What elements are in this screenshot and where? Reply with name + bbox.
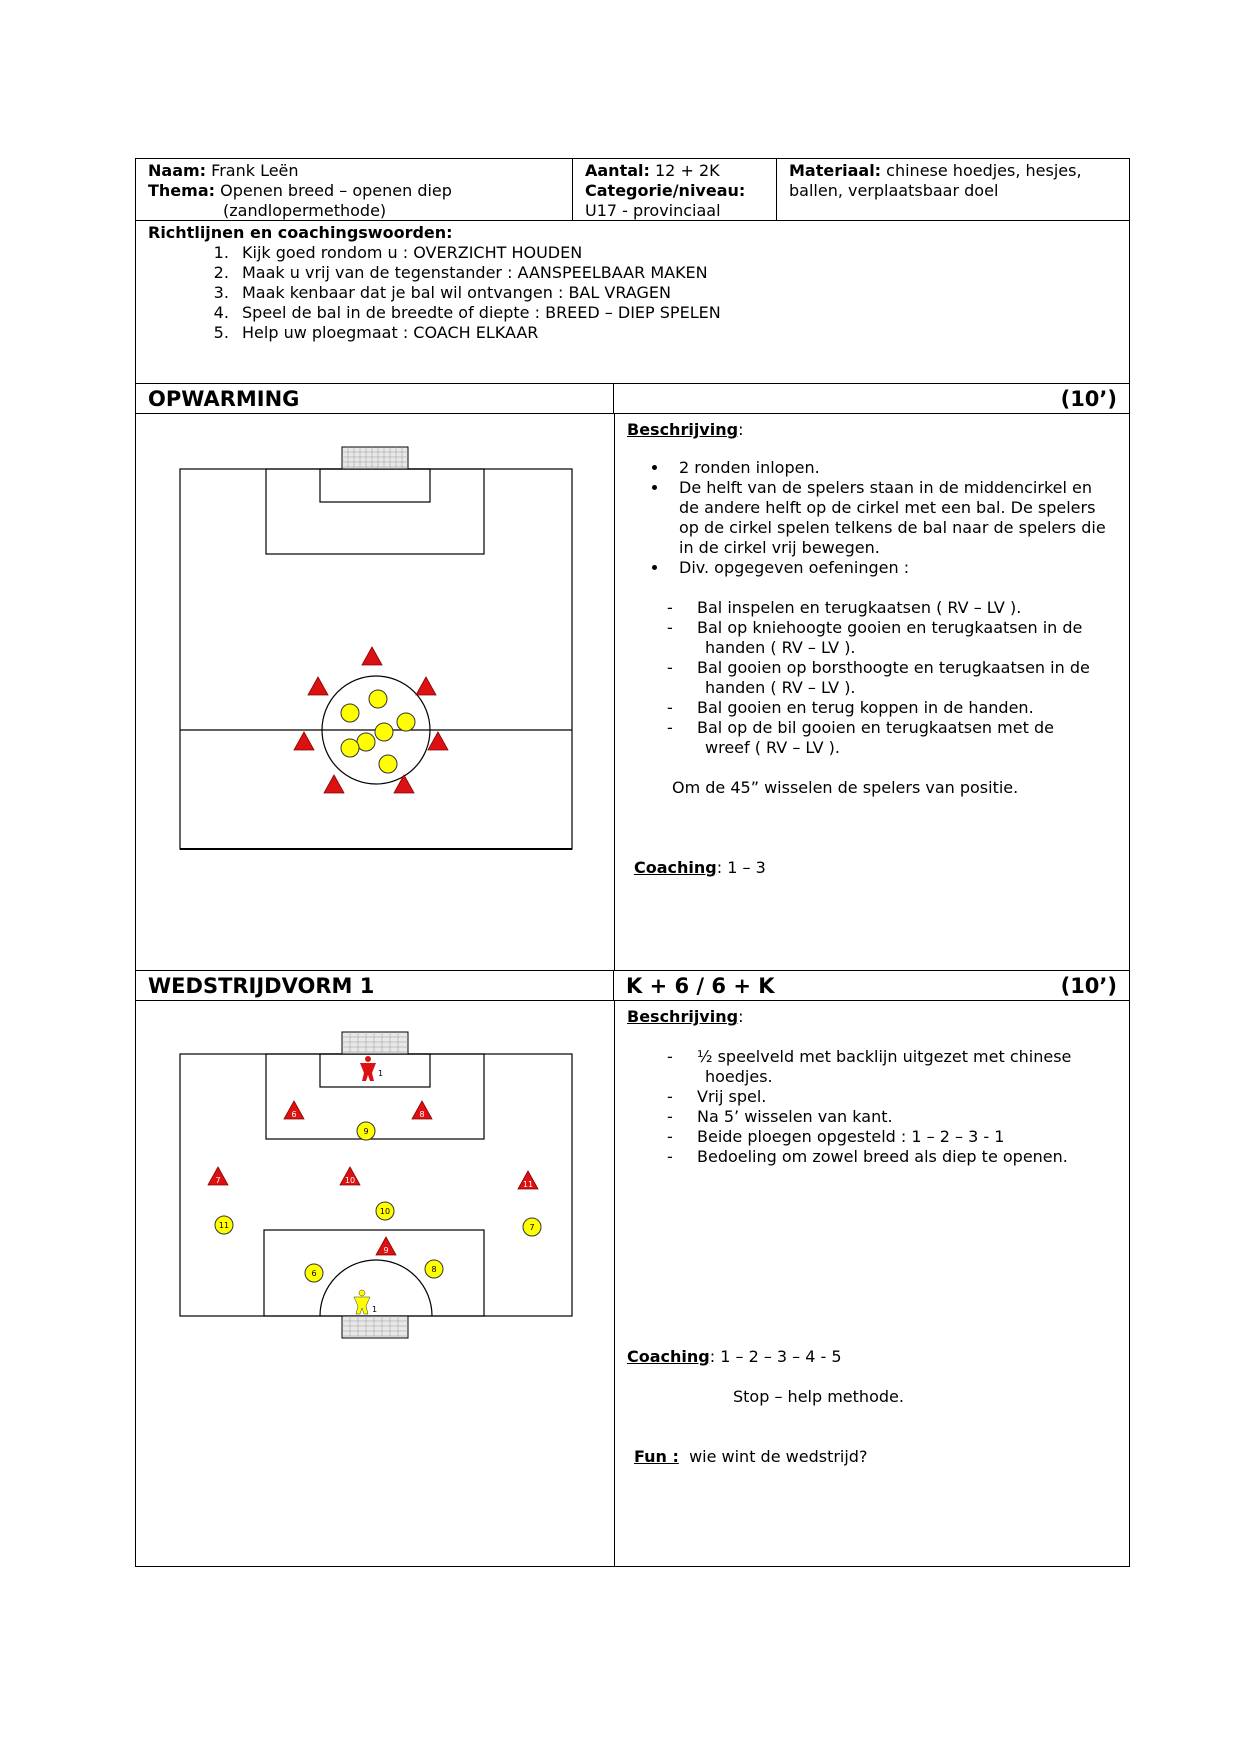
aantal-cell xyxy=(573,159,777,220)
warmup-diagram-cell xyxy=(136,414,615,970)
categorie-label: Categorie/niveau: xyxy=(585,181,746,200)
goal-net-icon xyxy=(342,1316,408,1338)
game1-description: Beschrijving: - ½ speelveld met backlijn uitgezet met chinese hoedjes. - Vrij spel. - Na 5’ wisselen van kant. - Beide ploegen opgesteld : 1 – 2 – 3 - 1 - Bedoeling om zowel breed als diep te openen. Coaching: 1 – 2 – 3 – 4 - 5 Stop – help methode. Fun : wie wint de wedstrijd? xyxy=(615,1001,1129,1566)
game1-item: - Na 5’ wisselen van kant. xyxy=(667,1107,1117,1127)
exercise-item: - Bal op de bil gooien en terugkaatsen met de wreef ( RV – LV ). xyxy=(667,718,1117,758)
player-yellow-icon xyxy=(379,755,397,773)
player-number: 6 xyxy=(291,1110,297,1119)
game1-fun xyxy=(627,1447,1117,1467)
bullet-item: • Div. opgegeven oefeningen : xyxy=(669,558,1117,578)
exercise-item: - Bal op kniehoogte gooien en terugkaatsen in de handen ( RV – LV ). xyxy=(667,618,1117,658)
player-number: 10 xyxy=(344,1176,356,1185)
game1-coaching-value: : 1 – 2 – 3 – 4 - 5 xyxy=(709,1347,842,1366)
game1-desc-label: Beschrijving xyxy=(627,1007,739,1026)
player-number: 11 xyxy=(218,1221,230,1230)
player-yellow-icon xyxy=(397,713,415,731)
cone-red-icon xyxy=(308,677,328,695)
guideline-item: 3. Maak kenbaar dat je bal wil ontvangen : BAL VRAGEN xyxy=(234,283,1117,303)
player-number: 7 xyxy=(529,1223,535,1232)
game1-method: Stop – help methode. xyxy=(733,1387,904,1406)
player-yellow-icon xyxy=(357,733,375,751)
player-number: 6 xyxy=(311,1269,317,1278)
game1-pitch-diagram xyxy=(136,1001,614,1566)
thema-label: Thema: xyxy=(148,181,216,200)
player-number: 9 xyxy=(383,1246,389,1255)
exercise-item: - Bal inspelen en terugkaatsen ( RV – LV ). xyxy=(667,598,1117,618)
guidelines-row xyxy=(136,221,1129,384)
warmup-coaching xyxy=(627,858,1117,878)
goal-net-icon xyxy=(342,1032,408,1054)
bullet-item: • 2 ronden inlopen. xyxy=(669,458,1117,478)
game1-item: - ½ speelveld met backlijn uitgezet met chinese hoedjes. xyxy=(667,1047,1117,1087)
materiaal-value: chinese hoedjes, hesjes, xyxy=(886,161,1082,180)
game1-item: - Vrij spel. xyxy=(667,1087,1117,1107)
guidelines-cell xyxy=(136,221,1129,383)
warmup-header-row xyxy=(136,384,1129,414)
player-number: 10 xyxy=(379,1207,391,1216)
keeper-yellow-icon xyxy=(354,1290,377,1314)
keeper-number: 1 xyxy=(378,1069,384,1078)
guideline-item: 4. Speel de bal in de breedte of diepte : BREED – DIEP SPELEN xyxy=(234,303,1117,323)
pitch-outline xyxy=(180,1054,572,1316)
guideline-item: 5. Help uw ploegmaat : COACH ELKAAR xyxy=(234,323,1117,343)
game1-format: K + 6 / 6 + K xyxy=(626,974,775,998)
player-number: 8 xyxy=(431,1265,437,1274)
guidelines-list xyxy=(148,243,1117,343)
cone-red-icon xyxy=(324,775,344,793)
goal-net-icon xyxy=(342,447,408,469)
game1-content-row xyxy=(136,1001,1129,1566)
game1-title: WEDSTRIJDVORM 1 xyxy=(136,971,614,1000)
keeper-red-icon xyxy=(360,1056,383,1081)
cone-red-icon xyxy=(362,647,382,665)
naam-value: Frank Leën xyxy=(211,161,299,180)
cone-red-icon xyxy=(428,732,448,750)
player-yellow-icon xyxy=(341,739,359,757)
game1-coaching xyxy=(627,1347,1117,1367)
guidelines-title: Richtlijnen en coachingswoorden: xyxy=(148,223,453,242)
penalty-box-top xyxy=(266,1054,484,1139)
guideline-item: 2. Maak u vrij van de tegenstander : AANSPEELBAAR MAKEN xyxy=(234,263,1117,283)
header-row xyxy=(136,159,1129,221)
categorie-value: U17 - provinciaal xyxy=(585,201,721,220)
game1-coaching-label: Coaching xyxy=(627,1347,710,1366)
penalty-box-bottom xyxy=(264,1230,484,1316)
materiaal-label: Materiaal: xyxy=(789,161,882,180)
player-yellow-icon xyxy=(375,723,393,741)
warmup-title: OPWARMING xyxy=(136,384,614,413)
materiaal-cell xyxy=(777,159,1129,220)
naam-label: Naam: xyxy=(148,161,207,180)
warmup-coaching-label: Coaching xyxy=(634,858,717,877)
goal-box xyxy=(320,469,430,502)
player-number: 7 xyxy=(215,1176,221,1185)
warmup-note: Om de 45” wisselen de spelers van positie. xyxy=(672,778,1019,797)
player-yellow-icon xyxy=(341,704,359,722)
player-number: 8 xyxy=(419,1110,425,1119)
exercise-item: - Bal gooien op borsthoogte en terugkaatsen in de handen ( RV – LV ). xyxy=(667,658,1117,698)
thema-value-2: (zandlopermethode) xyxy=(223,201,387,220)
thema-value: Openen breed – openen diep xyxy=(220,181,452,200)
game1-format-cell xyxy=(614,971,1129,1000)
game1-item: - Beide ploegen opgesteld : 1 – 2 – 3 - 1 xyxy=(667,1127,1117,1147)
cone-red-icon xyxy=(416,677,436,695)
game1-item: - Bedoeling om zowel breed als diep te openen. xyxy=(667,1147,1117,1167)
game1-diagram-cell xyxy=(136,1001,615,1566)
game1-header-row xyxy=(136,971,1129,1001)
bullet-item: • De helft van de spelers staan in de middencirkel en de andere helft op de cirkel met een bal. De spelers op de cirkel spelen telkens de bal naar de spelers die in de cirkel vrij bewegen. xyxy=(669,478,1117,558)
warmup-desc-label: Beschrijving xyxy=(627,420,739,439)
aantal-label: Aantal: xyxy=(585,161,650,180)
warmup-duration: (10’) xyxy=(1060,387,1117,411)
goal-box-top xyxy=(320,1054,430,1087)
game1-fun-label: Fun : xyxy=(634,1447,679,1466)
player-yellow-icon xyxy=(369,690,387,708)
warmup-content-row xyxy=(136,414,1129,971)
warmup-pitch-diagram xyxy=(136,414,614,971)
session-sheet xyxy=(135,158,1130,1567)
aantal-value: 12 + 2K xyxy=(655,161,720,180)
exercise-item: - Bal gooien en terug koppen in de handen. xyxy=(667,698,1117,718)
cone-red-icon xyxy=(394,775,414,793)
game1-items xyxy=(627,1047,1117,1167)
player-number: 11 xyxy=(522,1180,534,1189)
materiaal-value-2: ballen, verplaatsbaar doel xyxy=(789,181,999,200)
player-number: 9 xyxy=(363,1127,369,1136)
warmup-bullets xyxy=(627,458,1117,578)
warmup-duration-cell xyxy=(614,384,1129,413)
cone-red-icon xyxy=(294,732,314,750)
warmup-coaching-value: : 1 – 3 xyxy=(716,858,766,877)
guideline-item: 1. Kijk goed rondom u : OVERZICHT HOUDEN xyxy=(234,243,1117,263)
game1-duration: (10’) xyxy=(1060,974,1117,998)
penalty-box xyxy=(266,469,484,554)
keeper-number: 1 xyxy=(372,1305,378,1314)
naam-thema-cell xyxy=(136,159,573,220)
warmup-exercises xyxy=(627,598,1117,758)
game1-fun-value: wie wint de wedstrijd? xyxy=(689,1447,868,1466)
warmup-description: Beschrijving: • 2 ronden inlopen. • De helft van de spelers staan in de middencirkel en de andere helft op de cirkel met een bal. De spelers op de cirkel spelen telkens de bal naar de spelers die in de cirkel vrij bewegen. • Div. opgegeven oefeningen : - Bal inspelen en terugkaatsen ( RV – LV ). - Bal op kniehoogte gooien en terugkaatsen in de handen ( RV – LV ). - Bal gooien op borsthoogte en terugkaatsen in de handen ( RV – LV ). - Bal gooien en terug koppen in de handen. - Bal op de bil gooien en terugkaatsen met de wreef ( RV – LV ). Om de 45” wisselen de spelers van positie. Coaching: 1 – 3 xyxy=(615,414,1129,970)
